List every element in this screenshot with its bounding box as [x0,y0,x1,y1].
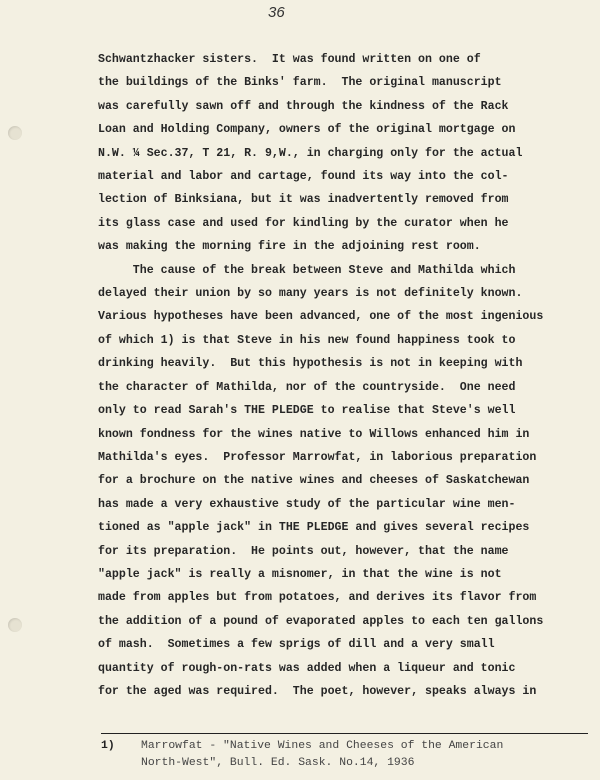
body-line: quantity of rough-on-rats was added when a liqueur and tonic [98,661,516,675]
body-line: "apple jack" is really a misnomer, in that the wine is not [98,567,502,581]
body-line: The cause of the break between Steve and Mathilda which [98,263,516,277]
footnote-line: North-West", Bull. Ed. Sask. No.14, 1936 [141,757,415,769]
body-line: N.W. ¼ Sec.37, T 21, R. 9,W., in charging only for the actual [98,146,523,160]
body-line: delayed their union by so many years is not definitely known. [98,287,523,301]
body-line: Schwantzhacker sisters. It was found written on one of [98,53,481,66]
body-line: has made a very exhaustive study of the particular wine men- [98,497,516,511]
body-line: the buildings of the Binks' farm. The original manuscript [98,76,502,90]
body-line: for a brochure on the native wines and cheeses of Saskatchewan [98,474,530,488]
body-line: known fondness for the wines native to Willows enhanced him in [98,427,530,441]
page-number: 36 [268,4,285,21]
body-line: Mathilda's eyes. Professor Marrowfat, in laborious preparation [98,450,537,464]
body-line: lection of Binksiana, but it was inadvertently removed from [98,193,509,207]
body-line: tioned as "apple jack" in THE PLEDGE and gives several recipes [98,521,530,535]
body-line: for its preparation. He points out, however, that the name [98,544,509,558]
punch-hole [8,126,22,140]
body-line: of which 1) is that Steve in his new found happiness took to [98,333,516,347]
body-line: drinking heavily. But this hypothesis is not in keeping with [98,357,523,371]
footnote-rule [101,733,588,734]
punch-hole [8,618,22,632]
footnote-line: Marrowfat - "Native Wines and Cheeses of the American [141,740,504,752]
body-line: the character of Mathilda, nor of the countryside. One need [98,380,516,394]
body-line: Loan and Holding Company, owners of the original mortgage on [98,123,516,137]
body-line: material and labor and cartage, found its way into the col- [98,170,509,184]
body-line: its glass case and used for kindling by the curator when he [98,216,509,230]
body-line: was carefully sawn off and through the kindness of the Rack [98,99,509,113]
footnote [101,738,591,772]
body-line: made from apples but from potatoes, and derives its flavor from [98,591,537,605]
body-text [98,48,578,703]
body-line: the addition of a pound of evaporated apples to each ten gallons [98,614,544,628]
body-line: Various hypotheses have been advanced, one of the most ingenious [98,310,544,324]
body-line: was making the morning fire in the adjoining rest room. [98,240,481,254]
body-line: only to read Sarah's THE PLEDGE to realise that Steve's well [98,404,516,418]
footnote-marker: 1) [101,740,115,752]
body-line: of mash. Sometimes a few sprigs of dill and a very small [98,638,495,652]
body-line: for the aged was required. The poet, however, speaks always in [98,684,537,698]
